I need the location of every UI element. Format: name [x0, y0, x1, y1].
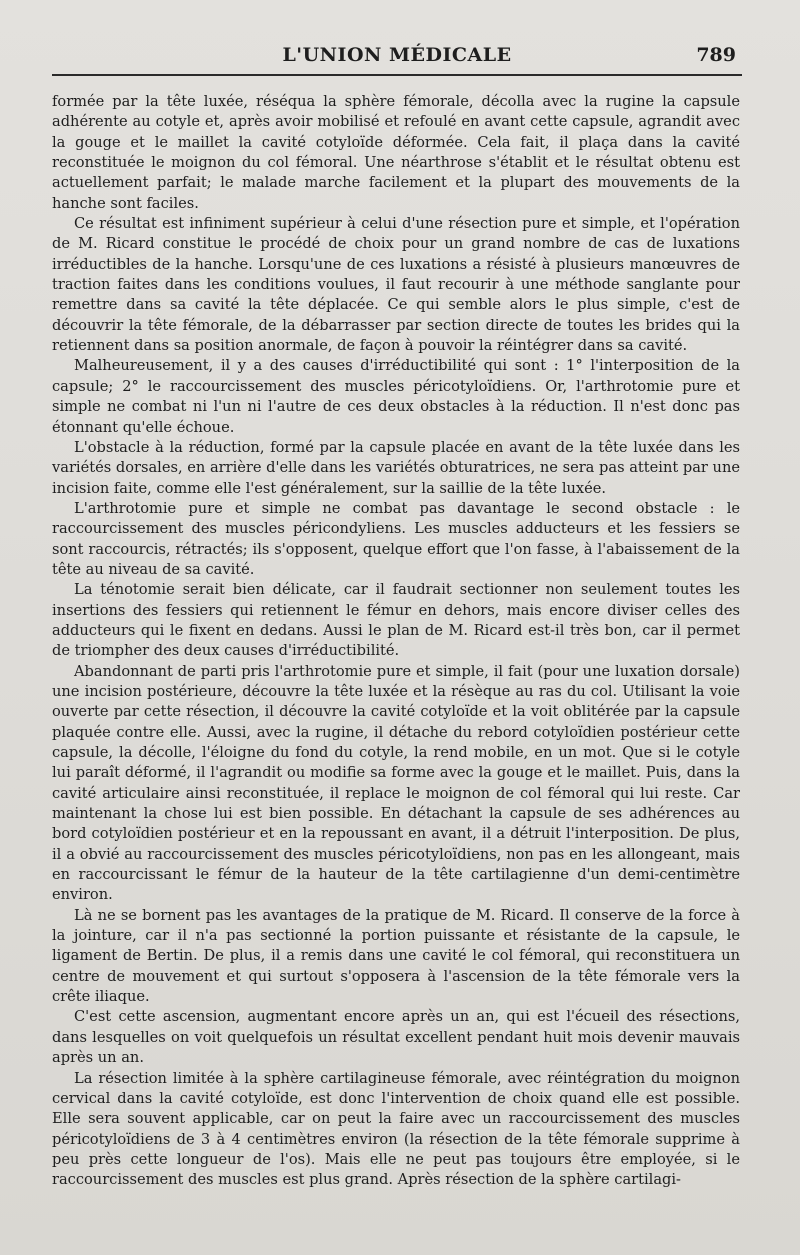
paragraph: La ténotomie serait bien délicate, car il faudrait sectionner non seulement toutes les insertions des fessiers qui retiennent le fémur en dehors, mais encore diviser celles des adducteurs qui le fixent en dedans. Aussi le plan de M. Ricard est-il très bon, car il permet de triompher des deux causes d'irréductibilité. — [52, 581, 740, 660]
paragraph: Ce résultat est infiniment supérieur à celui d'une résection pure et simple, et l'opération de M. Ricard constitue le procédé de choix pour un grand nombre de cas de luxations irréductibles de la hanche. Lorsqu'une de ces luxations a résisté à plusieurs manœuvres de traction faites dans les conditions voulues, il faut recourir à une méthode sanglante pour remettre dans sa cavité la tête déplacée. Ce qui semble alors le plus simple, c'est de découvrir la tête fémorale, de la débarrasser par section directe de toutes les brides qui la retiennent dans sa position anormale, de façon à pouvoir la réintégrer dans sa cavité. — [52, 215, 740, 355]
header-rule — [52, 74, 742, 76]
body-text — [52, 92, 740, 1191]
paragraph: formée par la tête luxée, réséqua la sphère fémorale, décolla avec la rugine la capsule adhérente au cotyle et, après avoir mobilisé et refoulé en avant cette capsule, agrandit avec la gouge et le maillet la cavité cotyloïde déformée. Cela fait, il plaça dans la cavité reconstituée le moignon du col fémoral. Une néarthrose s'établit et le résultat obtenu est actuellement parfait; le malade marche facilement et la plupart des mouvements de la hanche sont faciles. — [52, 93, 740, 212]
paragraph: L'arthrotomie pure et simple ne combat pas davantage le second obstacle : le raccourcissement des muscles péricondyliens. Les muscles adducteurs et les fessiers se sont raccourcis, rétractés; ils s'opposent, quelque effort que l'on fasse, à l'abaissement de la tête au niveau de sa cavité. — [52, 499, 740, 578]
paragraph: L'obstacle à la réduction, formé par la capsule placée en avant de la tête luxée dans les variétés dorsales, en arrière d'elle dans les variétés obturatrices, ne sera pas atteint par une incision faite, comme elle l'est généralement, sur la saillie de la tête luxée. — [52, 438, 740, 497]
page-header — [52, 44, 742, 78]
page-number: 789 — [696, 44, 736, 66]
paragraph: Abandonnant de parti pris l'arthrotomie pure et simple, il fait (pour une luxation dorsale) une incision postérieure, découvre la tête luxée et la résèque au ras du col. Utilisant la voie ouverte par cette résection, il découvre la cavité cotyloïde et la voit oblitérée par la capsule plaquée contre elle. Aussi, avec la rugine, il détache du rebord cotyloïdien postérieur cette capsule, la décolle, l'éloigne du fond du cotyle, la rend mobile, en un mot. Que si le cotyle lui paraît déformé, il l'agrandit ou modifie sa forme avec la gouge et le maillet. Puis, dans la cavité articulaire ainsi reconstituée, il replace le moignon de col fémoral qui lui reste. Car maintenant la chose lui est bien possible. En détachant la capsule de ses adhérences au bord cotyloïdien postérieur et en la repoussant en avant, il a détruit l'interposition. De plus, il a obvié au raccourcissement des muscles péricotyloïdiens, non pas en les allongeant, mais en raccourcissant le fémur de la hauteur de la tête cartilagienne d'un demi-centimètre environ. — [52, 662, 740, 904]
paragraph: La résection limitée à la sphère cartilagineuse fémorale, avec réintégration du moignon cervical dans la cavité cotyloïde, est donc l'intervention de choix quand elle est possible. Elle sera souvent applicable, car on peut la faire avec un raccourcissement des muscles péricotyloïdiens de 3 à 4 centimètres environ (la résection de la tête fémorale supprime à peu près cette longueur de l'os). Mais elle ne peut pas toujours être employée, si le raccourcissement des muscles est plus grand. Après résection de la sphère cartilagi- — [52, 1069, 740, 1189]
paragraph: C'est cette ascension, augmentant encore après un an, qui est l'écueil des résections, dans lesquelles on voit quelquefois un résultat excellent pendant huit mois devenir mauvais après un an. — [52, 1008, 740, 1067]
paragraph: Malheureusement, il y a des causes d'irréductibilité qui sont : 1° l'interposition de la capsule; 2° le raccourcissement des muscles péricotyloïdiens. Or, l'arthrotomie pure et simple ne combat ni l'un ni l'autre de ces deux obstacles à la réduction. Il n'est donc pas étonnant qu'elle échoue. — [52, 357, 740, 436]
paragraph: Là ne se bornent pas les avantages de la pratique de M. Ricard. Il conserve de la force à la jointure, car il n'a pas sectionné la portion puissante et résistante de la capsule, le ligament de Bertin. De plus, il a remis dans une cavité le col fémoral, qui reconstituera un centre de mouvement et qui surtout s'opposera à l'ascension de la tête fémorale vers la crête iliaque. — [52, 906, 740, 1006]
running-head: L'UNION MÉDICALE — [282, 44, 512, 66]
